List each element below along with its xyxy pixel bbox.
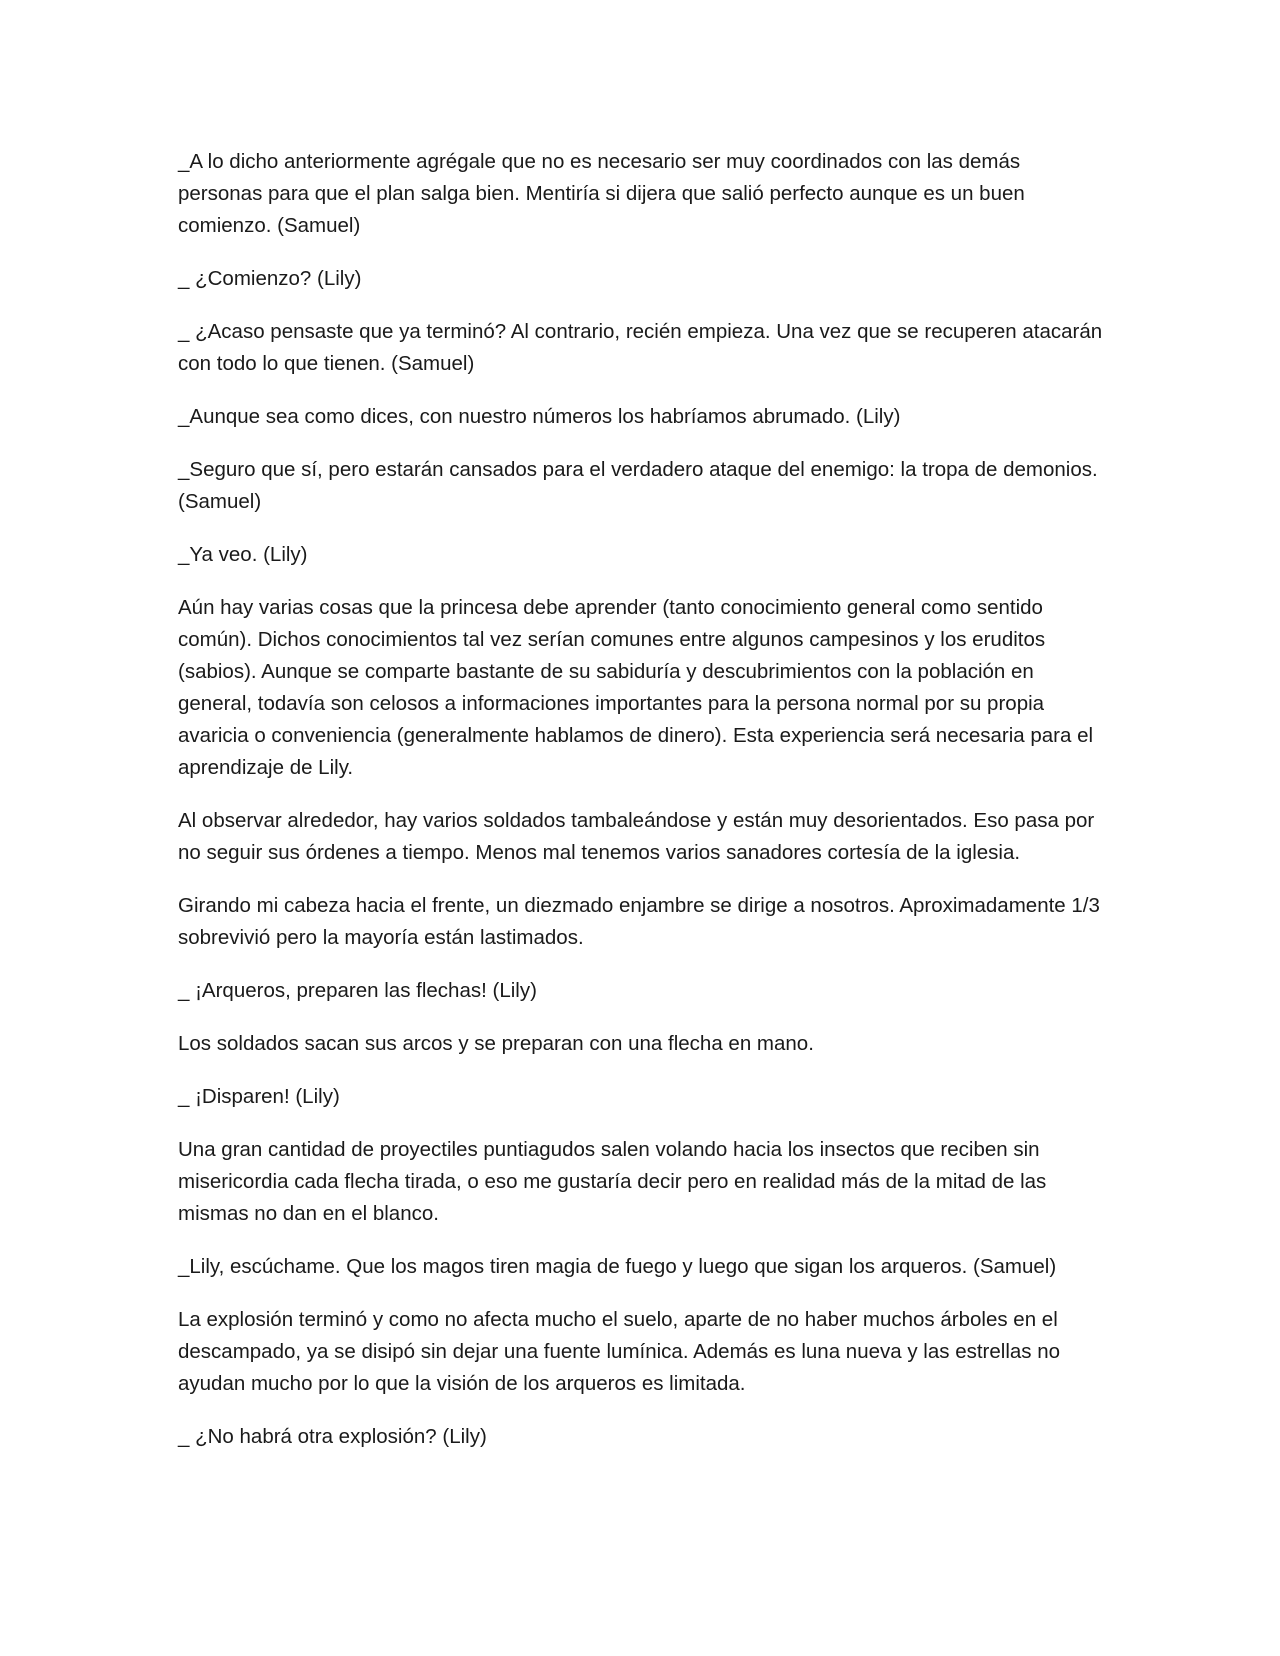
paragraph-lily-ya-veo: _Ya veo. (Lily) <box>178 543 308 566</box>
paragraph-narration-arcos: Los soldados sacan sus arcos y se preparan con una flecha en mano. <box>178 1032 814 1055</box>
paragraph-lily-arqueros: _ ¡Arqueros, preparen las flechas! (Lily) <box>178 979 537 1002</box>
paragraph-samuel-magos: _Lily, escúchame. Que los magos tiren magia de fuego y luego que sigan los arqueros. (Samuel) <box>178 1255 1057 1278</box>
paragraph-narration-enjambre: Girando mi cabeza hacia el frente, un diezmado enjambre se dirige a nosotros. Aproximadamente 1/3 sobrevivió pero la mayoría están lastimados. <box>178 894 1100 949</box>
paragraph-narration-explosion: La explosión terminó y como no afecta mucho el suelo, aparte de no haber muchos árboles en el descampado, ya se disipó sin dejar una fuente lumínica. Además es luna nueva y las estrellas no ayudan mucho por lo que la visión de los arqueros es limitada. <box>178 1308 1061 1395</box>
paragraph-narration-princesa: Aún hay varias cosas que la princesa debe aprender (tanto conocimiento general como sentido común). Dichos conocimientos tal vez serían comunes entre algunos campesinos y los eruditos (sabios). Aunque se comparte bastante de su sabiduría y descubrimientos con la población en general, todavía son celosos a informaciones importantes para la persona normal por su propia avaricia o conveniencia (generalmente hablamos de dinero). Esta experiencia será necesaria para el aprendizaje de Lily. <box>178 596 1094 779</box>
paragraph-lily-comienzo: _ ¿Comienzo? (Lily) <box>178 267 362 290</box>
paragraph-lily-numeros: _Aunque sea como dices, con nuestro números los habríamos abrumado. (Lily) <box>178 405 901 428</box>
paragraph-narration-soldados: Al observar alrededor, hay varios soldados tambaleándose y están muy desorientados. Eso pasa por no seguir sus órdenes a tiempo. Menos mal tenemos varios sanadores cortesía de la iglesia. <box>178 809 1095 864</box>
paragraph-lily-otra-explosion: _ ¿No habrá otra explosión? (Lily) <box>178 1425 487 1448</box>
paragraph-lily-disparen: _ ¡Disparen! (Lily) <box>178 1085 340 1108</box>
paragraph-samuel-coordination: _A lo dicho anteriormente agrégale que no es necesario ser muy coordinados con las demás personas para que el plan salga bien. Mentiría si dijera que salió perfecto aunque es un buen comienzo. (Samuel) <box>178 150 1025 237</box>
document-body <box>178 146 1103 1474</box>
paragraph-samuel-demonios: _Seguro que sí, pero estarán cansados para el verdadero ataque del enemigo: la tropa de demonios. (Samuel) <box>178 458 1098 513</box>
paragraph-samuel-empieza: _ ¿Acaso pensaste que ya terminó? Al contrario, recién empieza. Una vez que se recuperen atacarán con todo lo que tienen. (Samuel) <box>178 320 1103 375</box>
paragraph-narration-proyectiles: Una gran cantidad de proyectiles puntiagudos salen volando hacia los insectos que reciben sin misericordia cada flecha tirada, o eso me gustaría decir pero en realidad más de la mitad de las mismas no dan en el blanco. <box>178 1138 1047 1225</box>
